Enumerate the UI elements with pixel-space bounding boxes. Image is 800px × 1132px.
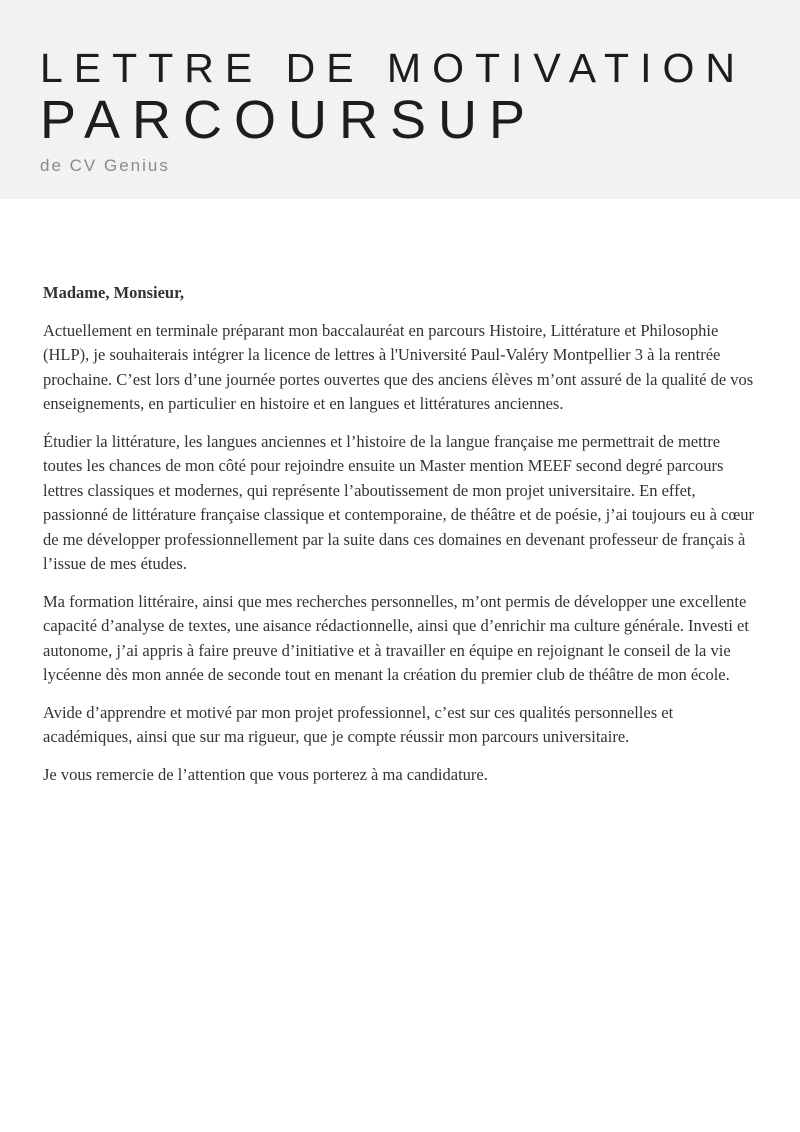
document-byline: de CV Genius xyxy=(40,156,170,175)
letter-body xyxy=(0,199,800,787)
letter-paragraph: Étudier la littérature, les langues anciennes et l’histoire de la langue française me permettrait de mettre toutes les chances de mon côté pour rejoindre ensuite un Master mention MEEF second degré parcours lettres classiques et modernes, qui représente l’aboutissement de mon projet universitaire. En effet, passionné de littérature française classique et contemporaine, de théâtre et de poésie, j’ai toujours eu à cœur de me développer professionnellement par la suite dans ces domaines en devenant professeur de français à l’issue de mes études. xyxy=(43,431,755,573)
letter-paragraph: Ma formation littéraire, ainsi que mes recherches personnelles, m’ont permis de développer une excellente capacité d’analyse de textes, une aisance rédactionnelle, ainsi que d’enrichir ma culture générale. Investi et autonome, j’ai appris à faire preuve d’initiative et à travailler en équipe en rejoignant le conseil de la vie lycéenne dès mon année de seconde tout en menant la création du premier club de théâtre de mon école. xyxy=(43,591,749,684)
letter-paragraph: Avide d’apprendre et motivé par mon projet professionnel, c’est sur ces qualités personnelles et académiques, ainsi que sur ma rigueur, que je compte réussir mon parcours universitaire. xyxy=(43,702,674,746)
document-title-line-1: LETTRE DE MOTIVATION xyxy=(40,45,746,91)
document-title-line-2: PARCOURSUP xyxy=(40,90,538,150)
letter-paragraph: Je vous remercie de l’attention que vous porterez à ma candidature. xyxy=(43,764,488,784)
document-header xyxy=(0,0,800,199)
letter-salutation: Madame, Monsieur, xyxy=(43,283,185,302)
letter-paragraph: Actuellement en terminale préparant mon baccalauréat en parcours Histoire, Littérature et Philosophie (HLP), je souhaiterais intégrer la licence de lettres à l'Université Paul-Valéry Montpellier 3 à la rentrée prochaine. C’est lors d’une journée portes ouvertes que des anciens élèves m’ont assuré de la qualité de vos enseignements, en particulier en histoire et en langues et littératures anciennes. xyxy=(43,320,754,413)
